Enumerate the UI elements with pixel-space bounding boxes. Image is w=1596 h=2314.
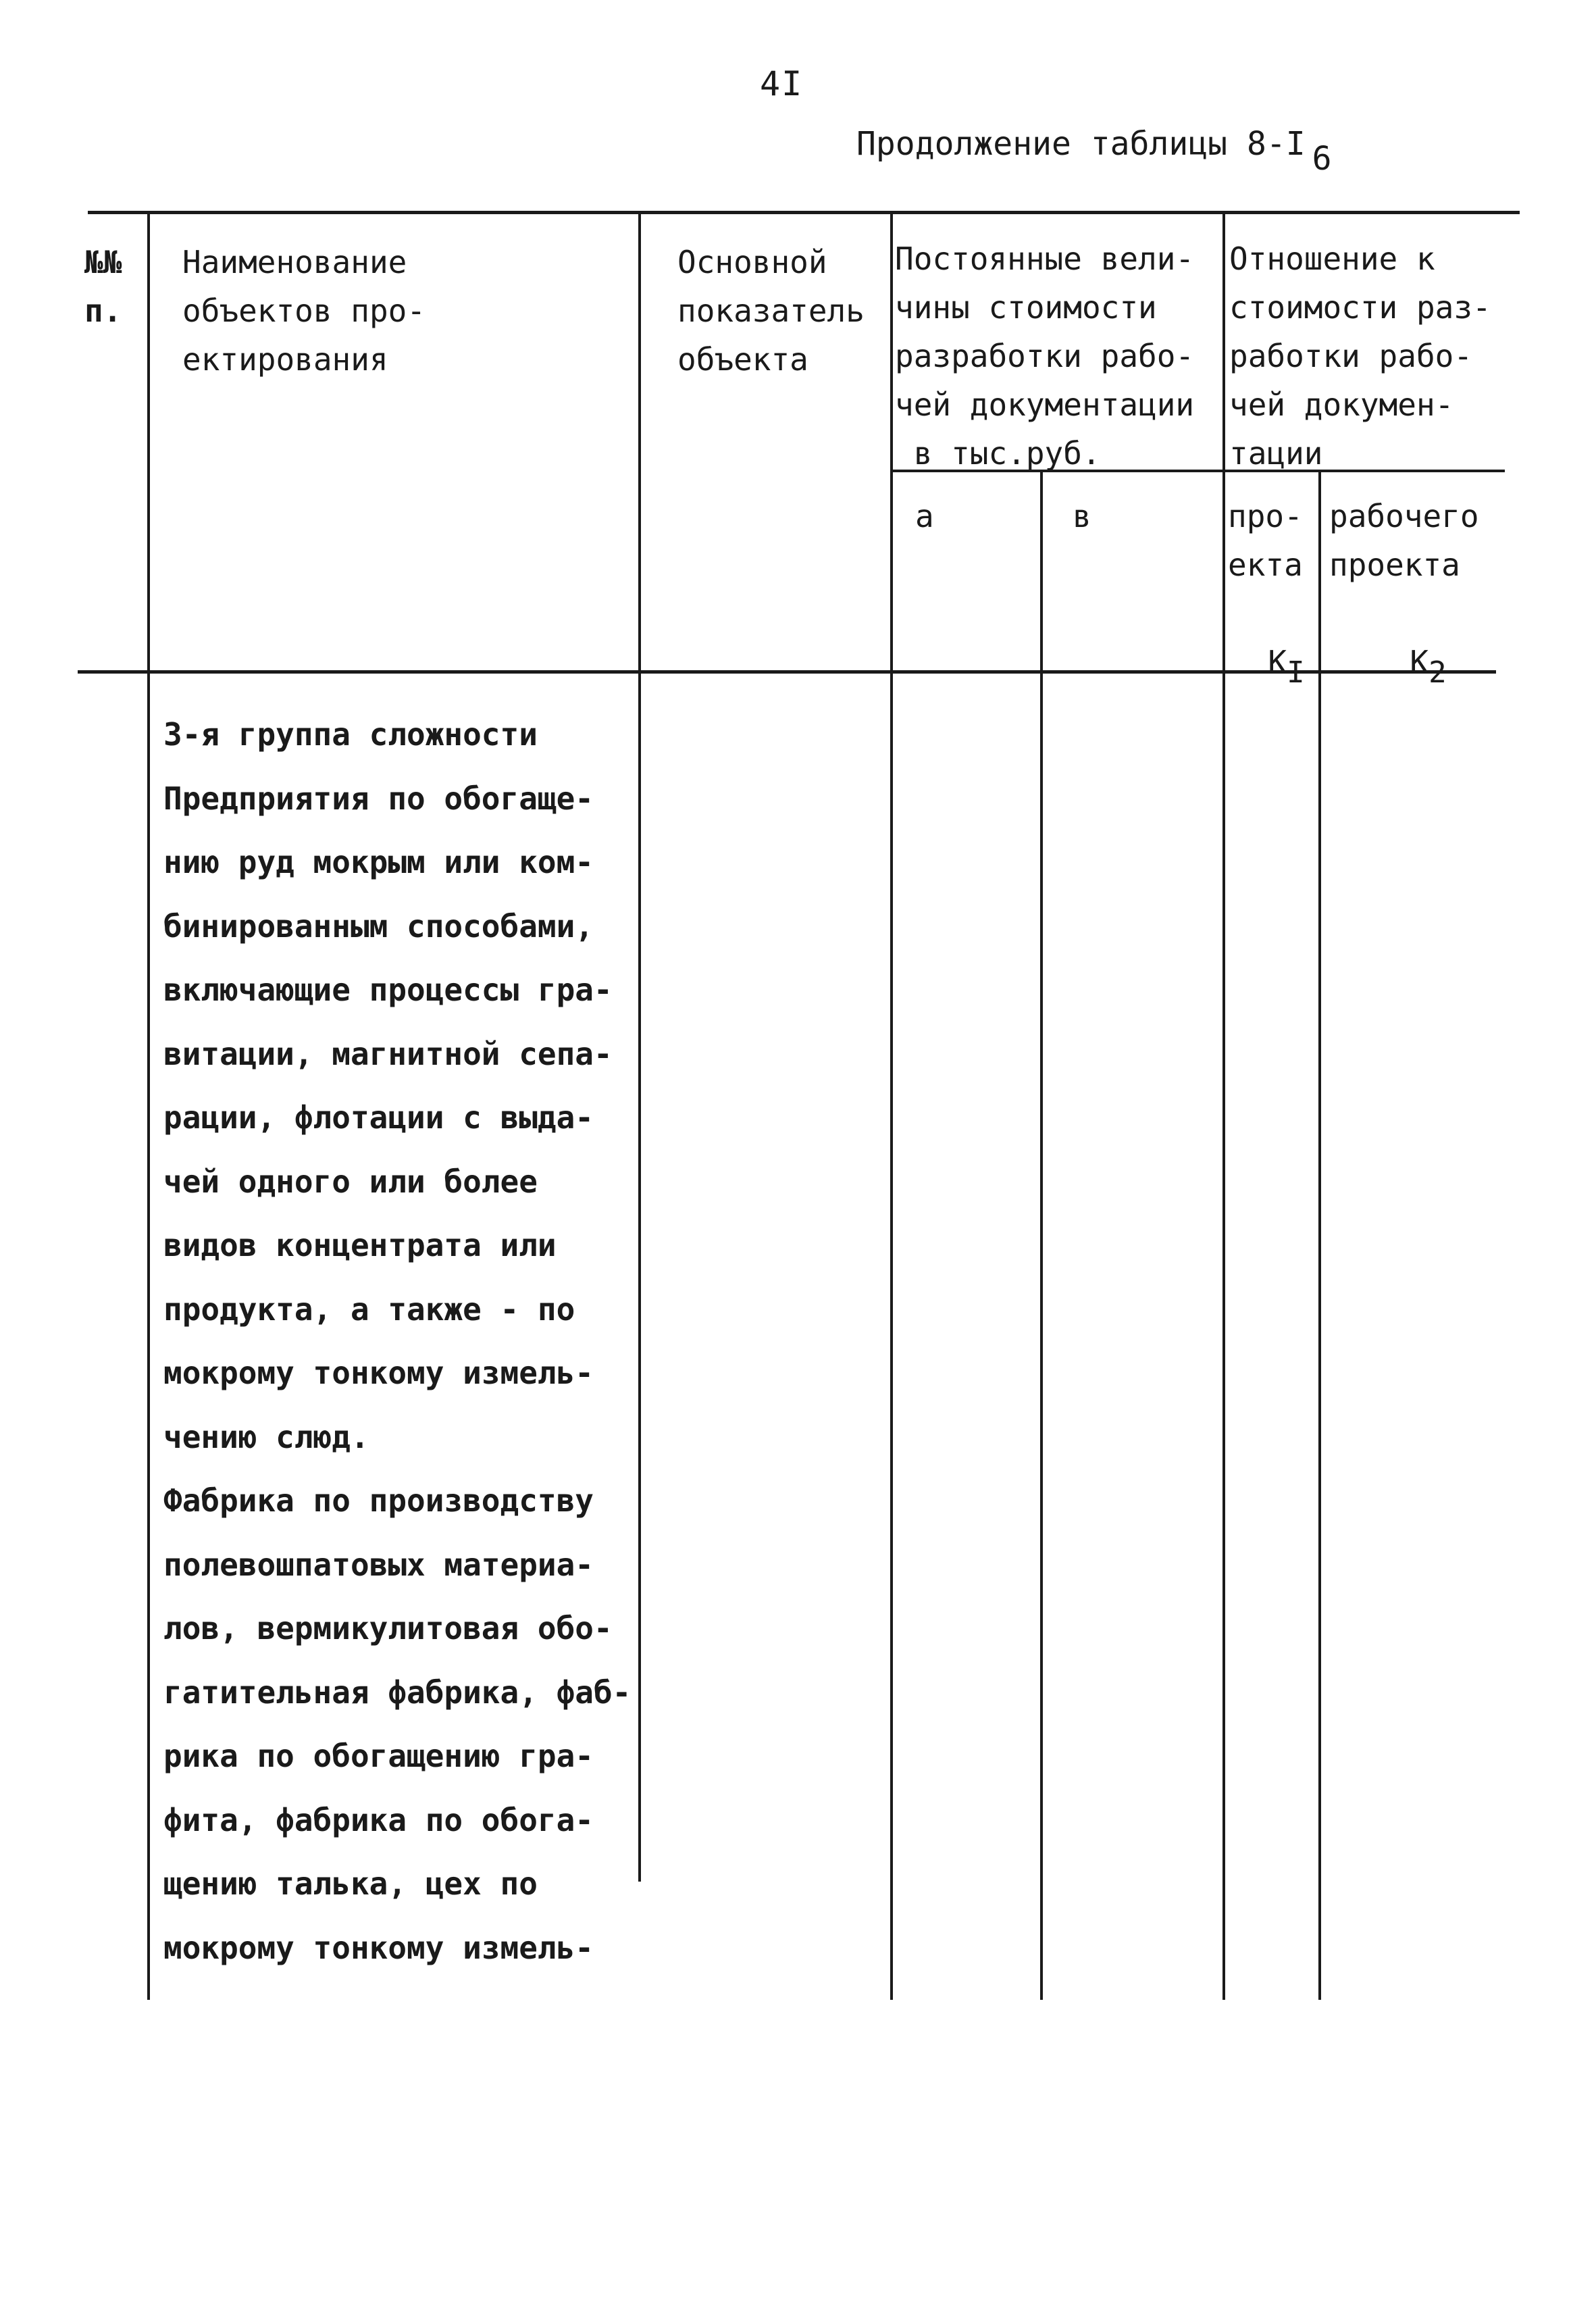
project-k-letter: К	[1268, 644, 1287, 680]
header-constant-values: Постоянные вели- чины стоимости разработки рабо- чей документации в тыс.руб.	[895, 241, 1195, 472]
col-divider-indicator-constant	[890, 213, 893, 2000]
continuation-suffix: 6	[1312, 140, 1332, 178]
col-divider-num-name	[147, 213, 150, 2000]
header-col-b: в	[1073, 498, 1091, 534]
header-num: №№ п.	[84, 244, 122, 329]
continuation-label	[856, 125, 1332, 178]
col-divider-constant-ratio	[1222, 213, 1225, 2000]
page-number: 4I	[760, 64, 804, 103]
header-col-working-k	[1372, 589, 1447, 688]
col-divider-name-indicator	[638, 213, 641, 1882]
header-name: Наименование объектов про- ектирования	[182, 244, 426, 378]
col-divider-a-b	[1040, 470, 1043, 2000]
header-col-project: про- екта	[1228, 498, 1303, 583]
header-col-project-k	[1231, 589, 1305, 688]
working-k-letter: К	[1410, 644, 1429, 680]
project-k-sub: I	[1287, 655, 1305, 690]
col-divider-project-working	[1318, 470, 1321, 2000]
header-col-working: рабочего проекта	[1329, 498, 1479, 583]
header-col-a: а	[915, 498, 934, 534]
header-ratio: Отношение к стоимости раз- работки рабо- чей докумен- тации	[1229, 241, 1491, 472]
header-main-indicator: Основной показатель объекта	[677, 244, 865, 378]
working-k-sub: 2	[1428, 655, 1447, 690]
continuation-text: Продолжение таблицы 8-I	[856, 125, 1306, 163]
table-body-text: 3-я группа сложности Предприятия по обогаще- нию руд мокрым или ком- бинированным способами, включающие процессы гра- витации, магнитной сепа- рации, флотации с выда- чей одного или более видов концентрата или продукта, а также - по мокрому тонкому измель- чению слюд. Фабрика по производству полевошпатовых материа- лов, вермикулитовая обо- гатительная фабрика, фаб- рика по обогащению гра- фита, фабрика по обога- щению талька, цех по мокрому тонкому измель-	[163, 716, 632, 1966]
table-top-rule	[88, 211, 1520, 214]
